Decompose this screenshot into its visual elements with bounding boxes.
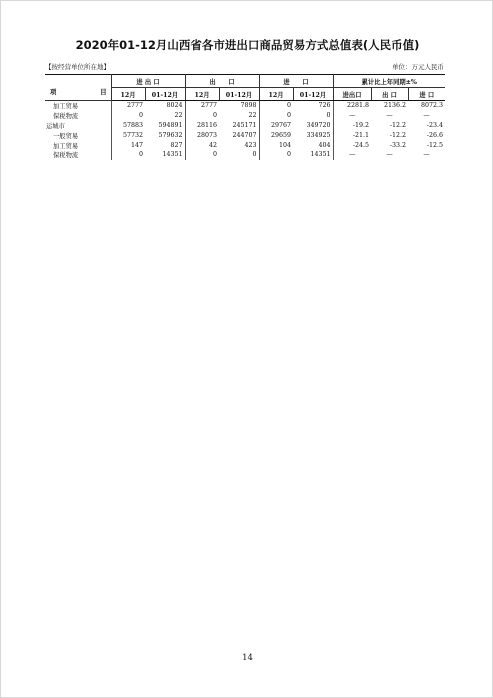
table-cell: 42 bbox=[185, 140, 219, 150]
table-cell: 147 bbox=[111, 140, 145, 150]
table-cell: -24.5 bbox=[333, 140, 371, 150]
table-row bbox=[45, 140, 445, 150]
table-row bbox=[45, 111, 445, 121]
table-cell: -26.6 bbox=[426, 131, 444, 139]
table-cell: 22 bbox=[174, 112, 183, 120]
table-cell: 244707 bbox=[232, 131, 257, 139]
table-cell: -23.4 bbox=[426, 121, 444, 129]
table-cell: 2777 bbox=[111, 101, 145, 111]
table-cell: 2281.8 bbox=[333, 101, 371, 111]
table-cell: 22 bbox=[248, 112, 257, 120]
sub-header-cell: 出 口 bbox=[371, 88, 408, 101]
table-row bbox=[45, 121, 445, 131]
sub-header-cell: 12月 bbox=[111, 88, 145, 101]
table-cell: — bbox=[423, 112, 430, 120]
table-row bbox=[45, 150, 445, 160]
table-cell: -19.2 bbox=[333, 121, 371, 131]
item-header-left: 项 bbox=[50, 89, 57, 96]
table-cell: -33.2 bbox=[389, 141, 406, 149]
unit-note: 单位：万元人民币 bbox=[392, 63, 444, 71]
trade-table bbox=[45, 74, 445, 160]
row-label: 运城市 bbox=[46, 122, 65, 130]
table-cell: 0 bbox=[185, 111, 219, 121]
row-label: 保税物流 bbox=[53, 152, 79, 160]
table-cell: 29659 bbox=[259, 130, 293, 140]
item-header bbox=[45, 75, 111, 101]
table-cell: 0 bbox=[259, 150, 293, 160]
row-label: 保税物流 bbox=[53, 113, 79, 121]
sub-header-cell: 01-12月 bbox=[145, 88, 185, 101]
table-cell: 104 bbox=[259, 140, 293, 150]
table-cell: 57732 bbox=[111, 130, 145, 140]
table-cell: — bbox=[386, 112, 393, 120]
table-cell: — bbox=[333, 150, 371, 160]
sub-header-cell: 进 口 bbox=[408, 88, 445, 101]
table-cell: 8072.3 bbox=[420, 102, 444, 110]
sub-header-cell: 01-12月 bbox=[293, 88, 333, 101]
table-cell: — bbox=[386, 151, 393, 159]
sub-header-cell: 12月 bbox=[185, 88, 219, 101]
table-cell: 0 bbox=[259, 111, 293, 121]
table-cell: 0 bbox=[252, 151, 257, 159]
table-cell: -12.2 bbox=[389, 131, 406, 139]
table-cell: 827 bbox=[170, 141, 183, 149]
table-cell: -12.2 bbox=[389, 121, 406, 129]
scope-note: 【按经营单位所在地】 bbox=[45, 63, 110, 71]
table-cell: 2136.2 bbox=[383, 102, 406, 110]
group-header-change: 累计比上年同期±% bbox=[333, 75, 445, 88]
table-cell: 28073 bbox=[185, 130, 219, 140]
table-cell: 423 bbox=[244, 141, 257, 149]
table-cell: 7898 bbox=[240, 102, 257, 110]
sub-header-cell: 12月 bbox=[259, 88, 293, 101]
sub-header-cell: 01-12月 bbox=[219, 88, 259, 101]
table-cell: 28116 bbox=[185, 121, 219, 131]
table-cell: 0 bbox=[111, 111, 145, 121]
row-label: 加工贸易 bbox=[53, 103, 79, 111]
table-cell: 404 bbox=[318, 141, 331, 149]
table-cell: 14351 bbox=[162, 151, 183, 159]
table-cell: 29767 bbox=[259, 121, 293, 131]
sub-header-cell: 进出口 bbox=[333, 88, 371, 101]
row-label: 加工贸易 bbox=[53, 142, 79, 150]
group-header-export: 出 口 bbox=[185, 75, 259, 88]
table-cell: 594891 bbox=[158, 121, 183, 129]
table-cell: — bbox=[423, 151, 430, 159]
table-cell: 579632 bbox=[158, 131, 183, 139]
table-cell: 8024 bbox=[166, 102, 183, 110]
table-cell: 245171 bbox=[232, 121, 257, 129]
row-label: 一般贸易 bbox=[53, 132, 79, 140]
table-cell: 57883 bbox=[111, 121, 145, 131]
table-cell: -12.5 bbox=[426, 141, 444, 149]
table-cell: 349720 bbox=[306, 121, 331, 129]
table-cell: -21.1 bbox=[333, 130, 371, 140]
page-number: 14 bbox=[242, 653, 253, 663]
table-cell: 0 bbox=[111, 150, 145, 160]
table-cell: 0 bbox=[326, 112, 331, 120]
table-row bbox=[45, 130, 445, 140]
table-cell: 726 bbox=[318, 102, 331, 110]
table-cell: 2777 bbox=[185, 101, 219, 111]
table-cell: — bbox=[333, 111, 371, 121]
table-cell: 14351 bbox=[310, 151, 331, 159]
table-row bbox=[45, 101, 445, 111]
table-cell: 0 bbox=[259, 101, 293, 111]
item-header-right: 目 bbox=[100, 89, 107, 96]
table-cell: 0 bbox=[185, 150, 219, 160]
group-header-total: 进 出 口 bbox=[111, 75, 185, 88]
table-cell: 334925 bbox=[306, 131, 331, 139]
page-title: 2020年01-12月山西省各市进出口商品贸易方式总值表(人民币值) bbox=[75, 38, 420, 52]
group-header-import: 进 口 bbox=[259, 75, 333, 88]
